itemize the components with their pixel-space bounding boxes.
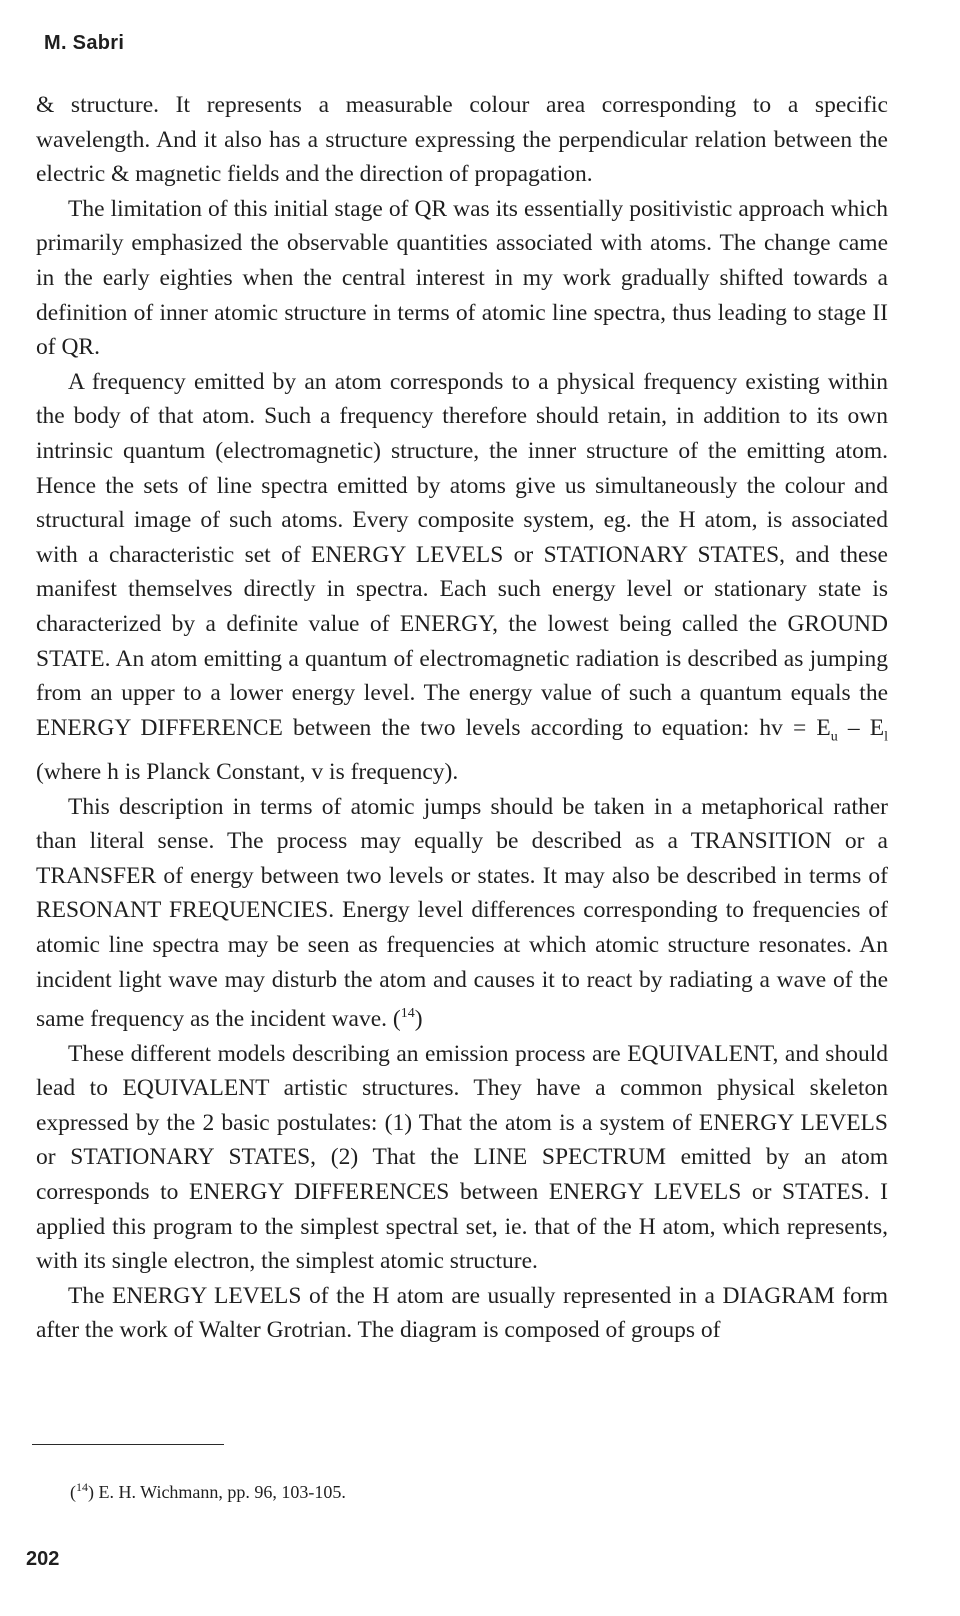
page-number: 202 xyxy=(26,1548,60,1570)
paragraph-2: The limitation of this initial stage of QR was its essentially positivistic approach which primarily emphasized the observable quantities associated with atoms. The change came in the early eighties when the central interest in my work gradually shifted towards a definition of inner atomic structure in terms of atomic line spectra, thus leading to stage II of QR. xyxy=(36,195,888,361)
body-text xyxy=(36,88,888,1348)
footnote-reference: 14 xyxy=(400,1006,415,1022)
footnote-open-paren: ( xyxy=(70,1482,76,1502)
paragraph-3-text: A frequency emitted by an atom corresponds to a physical frequency existing within the body of that atom. Such a frequency therefore should retain, in addition to its own intrinsic quantum (electromagnetic) structure, the inner structure of the emitting atom. Hence the sets of line spectra emitted by atoms give us simultaneously the colour and structural image of such atoms. Every composite system, eg. the H atom, is associated with a characteristic set of ENERGY LEVELS or STATIONARY STATES, and these manifest themselves directly in spectra. Each such energy level or stationary state is characterized by a definite value of ENERGY, the lowest being called the GROUND STATE. An atom emitting a quantum of electromagnetic radiation is described as jumping from an upper to a lower energy level. The energy value of such a quantum equals the ENERGY DIFFERENCE between the two levels according to equation: hv = E xyxy=(36,368,888,741)
paragraph-3-text-end: (where h is Planck Constant, v is frequency). xyxy=(36,758,459,785)
footnote xyxy=(70,1480,346,1503)
paragraph-4-text: This description in terms of atomic jumps should be taken in a metaphorical rather than literal sense. The process may equally be described as a TRANSITION or a TRANSFER of energy between two levels or states. It may also be described in terms of RESONANT FREQUENCIES. Energy level differences corresponding to frequencies of atomic line spectra may be seen as frequencies at which atomic structure resonates. An incident light wave may disturb the atom and causes it to react by radiating a wave of the same frequency as the incident wave. ( xyxy=(36,793,888,1032)
paragraph-4 xyxy=(36,790,888,1037)
footnote-divider xyxy=(32,1444,224,1445)
subscript-u: u xyxy=(830,729,838,745)
paragraph-4-text-end: ) xyxy=(414,1005,423,1032)
running-header-author: M. Sabri xyxy=(44,32,125,54)
footnote-marker: 14 xyxy=(76,1480,88,1494)
paragraph-3 xyxy=(36,365,888,790)
paragraph-1: & structure. It represents a measurable colour area corresponding to a specific wavelength. And it also has a structure expressing the perpendicular relation between the electric & magnetic fields and the direction of propagation. xyxy=(36,92,888,188)
footnote-close-paren: ) xyxy=(88,1482,94,1502)
paragraph-6: The ENERGY LEVELS of the H atom are usually represented in a DIAGRAM form after the work of Walter Grotrian. The diagram is composed of groups of xyxy=(36,1282,888,1344)
subscript-l: l xyxy=(884,729,888,745)
paragraph-5: These different models describing an emission process are EQUIVALENT, and should lead to EQUIVALENT artistic structures. They have a common physical skeleton expressed by the 2 basic postulates: (1) That the atom is a system of ENERGY LEVELS or STATIONARY STATES, (2) That the LINE SPECTRUM emitted by an atom corresponds to ENERGY DIFFERENCES between ENERGY LEVELS or STATES. I applied this program to the simplest spectral set, ie. that of the H atom, which represents, with its single electron, the simplest atomic structure. xyxy=(36,1040,888,1275)
paragraph-3-equation-minus: – E xyxy=(837,714,885,741)
footnote-text: E. H. Wichmann, pp. 96, 103-105. xyxy=(94,1482,346,1502)
